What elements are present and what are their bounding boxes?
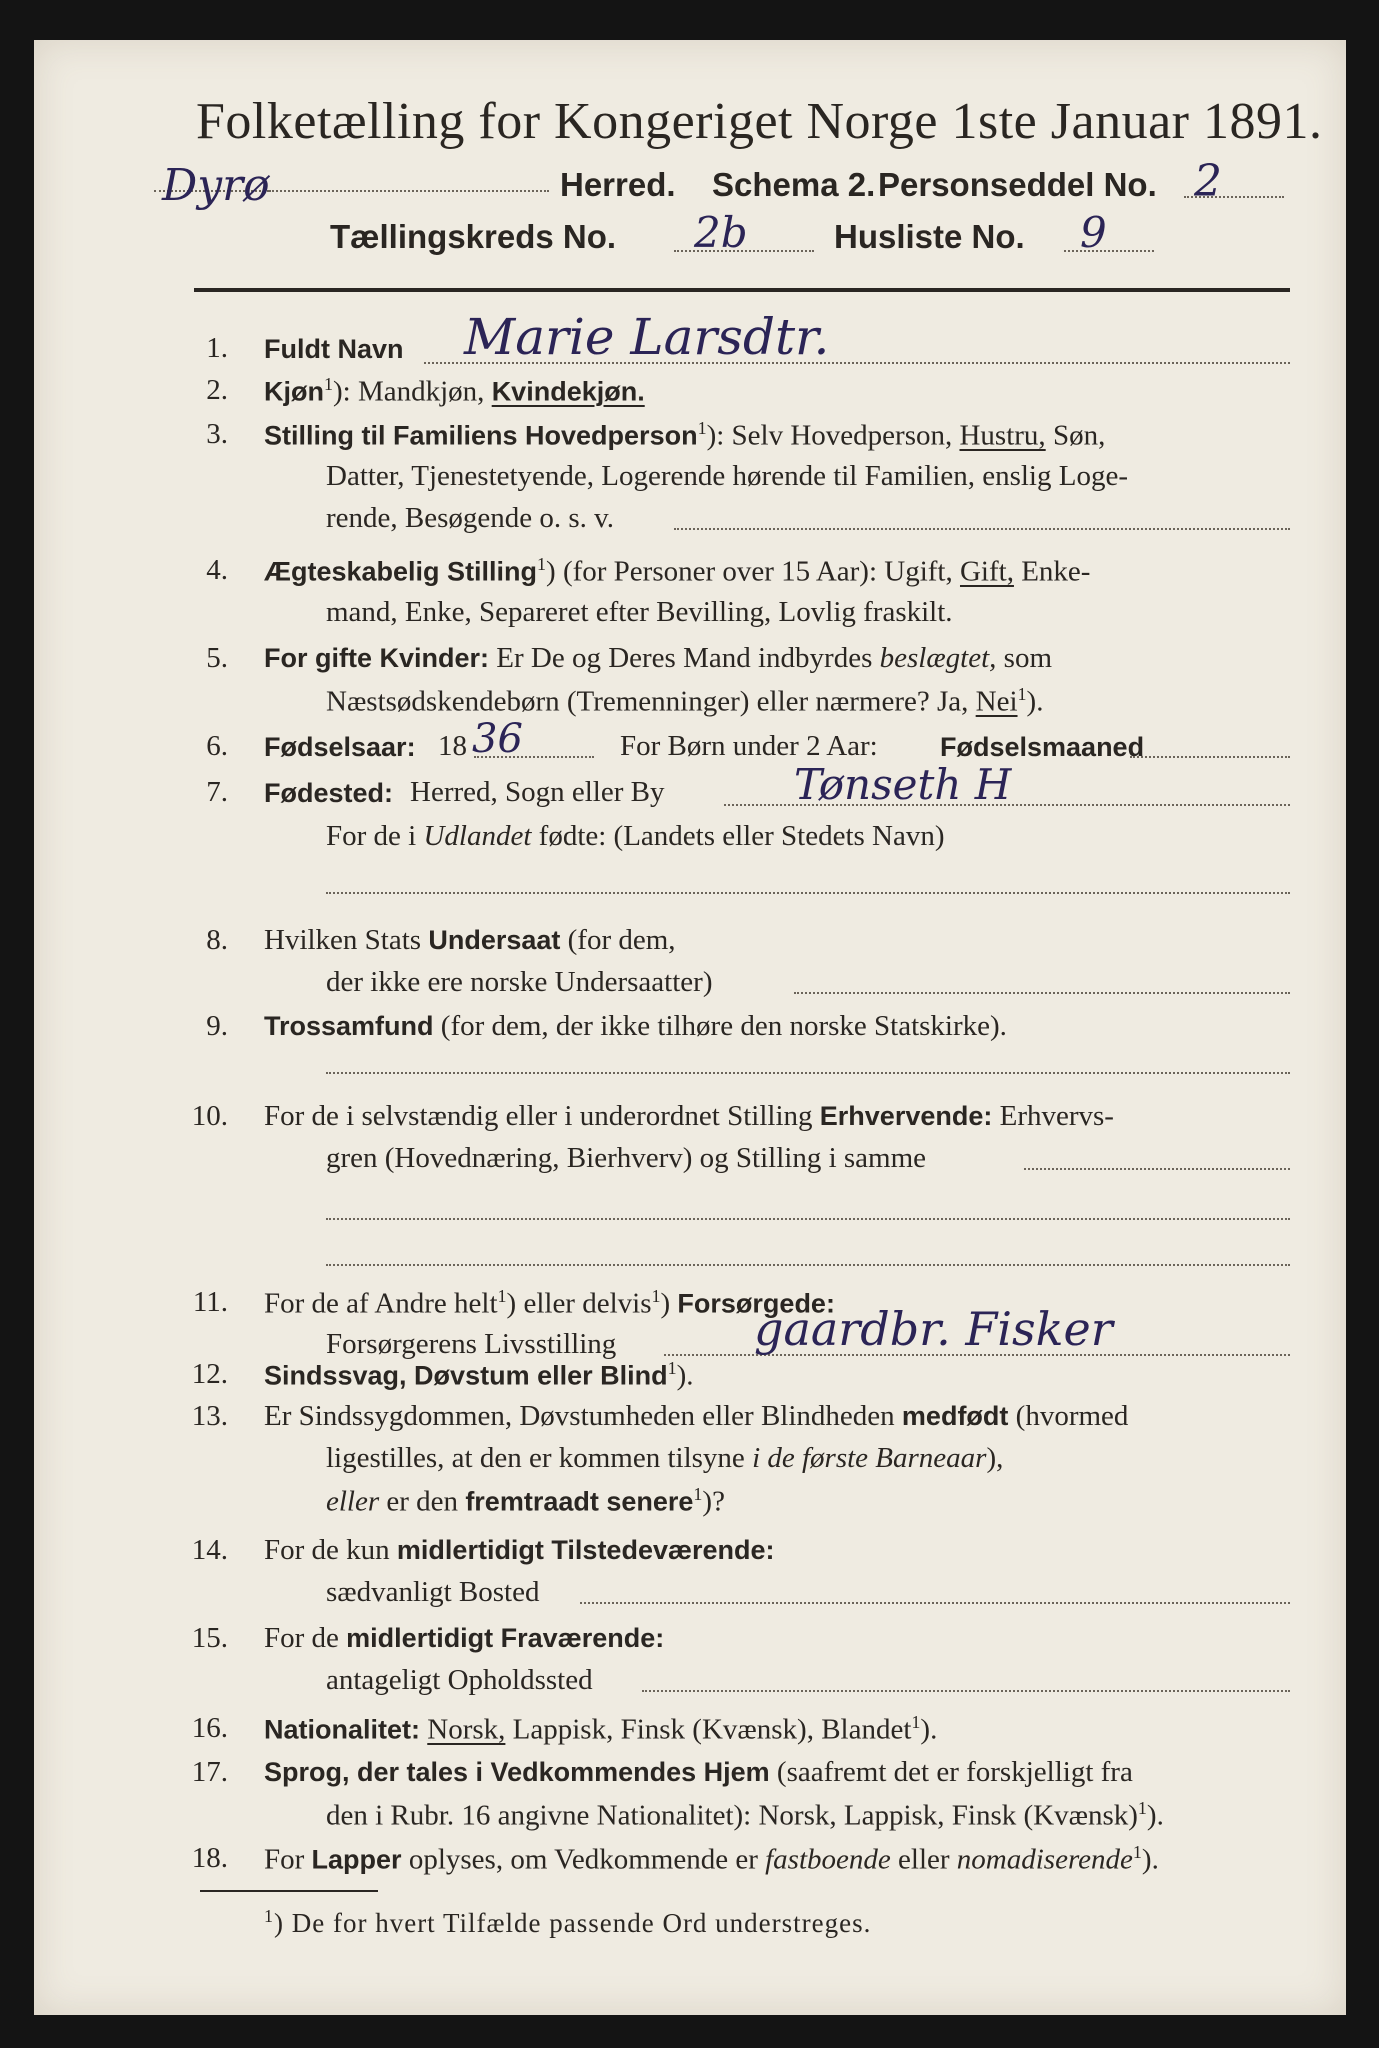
q11-line2: Forsørgerens Livsstilling [326, 1328, 617, 1360]
personseddel-value: 2 [1194, 156, 1222, 207]
q17-line2 [326, 1798, 1164, 1833]
q4-text: ) (for Personer over 15 Aar): Ugift, [546, 555, 953, 588]
census-form-page [34, 40, 1346, 2015]
husliste-value: 9 [1080, 208, 1107, 257]
q6-dots2 [1130, 756, 1290, 758]
q12-number: 12. [191, 1358, 228, 1390]
q18-text: For [264, 1843, 305, 1876]
q3-text: ): Selv Hovedperson, [706, 419, 953, 452]
q7-text: Herred, Sogn eller By [410, 776, 665, 808]
q14-number: 14. [191, 1534, 228, 1566]
q4-selected-option: Gift, [959, 555, 1014, 588]
q6-prefix: 18 [438, 730, 467, 762]
q8-line2: der ikke ere norske Undersaatter) [326, 966, 713, 998]
q6-number: 6. [206, 730, 228, 762]
q18-bold: Lapper [311, 1844, 402, 1875]
q2-label: Kjøn [264, 376, 324, 407]
q3-label: Stilling til Familiens Hovedperson [264, 420, 698, 451]
q18-italic2: nomadiserende [956, 1843, 1133, 1876]
q9-text: (for dem, der ikke tilhøre den norske Statskirke). [440, 1010, 1007, 1042]
q7-text2: For de i [326, 820, 417, 852]
q16-number: 16. [191, 1712, 228, 1744]
q11-number: 11. [192, 1286, 228, 1318]
q6-dots [474, 756, 594, 758]
q6-text: For Børn under 2 Aar: [620, 730, 878, 762]
herred-label: Herred. [560, 166, 676, 203]
q17-label: Sprog, der tales i Vedkommendes Hjem [264, 1757, 770, 1787]
q3-dots [674, 528, 1290, 530]
sup-mark: 1 [1137, 1798, 1147, 1818]
sup-mark: 1 [324, 374, 333, 394]
q6-value: 36 [472, 716, 523, 762]
q5-text: Er De og Deres Mand indbyrdes [496, 642, 873, 674]
q7-value: Tønseth H [794, 760, 1012, 809]
q13-italic: i de første Barneaar [752, 1442, 987, 1474]
sup-mark: 1 [693, 1484, 703, 1504]
q15-number: 15. [191, 1622, 228, 1654]
q14-line1 [264, 1534, 775, 1567]
q16-line [264, 1712, 937, 1747]
q17-text2: den i Rubr. 16 angivne Nationalitet): Norsk, Lappisk, Finsk (Kvænsk) [326, 1799, 1138, 1832]
sup-mark: 1 [651, 1286, 661, 1306]
q11-value: gaardbr. Fisker [754, 1302, 1113, 1356]
q3-number: 3. [206, 418, 228, 450]
q13-text2: ligestilles, at den er kommen tilsyne [326, 1442, 745, 1474]
q13-italic2: eller [326, 1485, 380, 1518]
q4-line1 [264, 554, 1090, 589]
q7-dots2 [326, 892, 1290, 894]
q15-line1 [264, 1622, 664, 1655]
sup-mark: 1 [667, 1358, 677, 1378]
q16-label: Nationalitet: [264, 1714, 421, 1745]
sup-mark: 1 [537, 554, 547, 574]
sup-mark: 1 [1017, 684, 1027, 704]
herred-dots [269, 190, 549, 192]
q7-label: Fødested: [264, 778, 394, 808]
q8-text-end: (for dem, [567, 924, 676, 956]
q14-dots [580, 1602, 1290, 1604]
q13-bold2: fremtraadt senere [465, 1486, 694, 1517]
kreds-label: Tællingskreds No. [330, 218, 617, 255]
q3-text-end: Søn, [1052, 419, 1106, 452]
q16-selected-option: Norsk, [427, 1713, 506, 1746]
q16-text-end: ). [920, 1713, 938, 1746]
q13-number: 13. [191, 1400, 228, 1432]
q14-bold: midlertidigt Tilstedeværende: [396, 1535, 775, 1565]
q7-italic: Udlandet [423, 820, 532, 852]
q5-line2 [326, 684, 1043, 719]
q7-line2 [326, 820, 945, 853]
q18-text-end: ). [1141, 1843, 1159, 1876]
q4-text-end: Enke- [1021, 555, 1091, 588]
q8-bold: Undersaat [428, 925, 561, 955]
q15-bold: midlertidigt Fraværende: [346, 1623, 665, 1653]
personseddel-label: Personseddel No. [878, 166, 1157, 203]
footnote-marker: 1 [264, 1906, 274, 1926]
q18-italic: fastboende [765, 1843, 891, 1876]
q14-text: For de kun [264, 1534, 390, 1566]
header-rule [194, 288, 1290, 292]
q11-bold: Forsørgede: [677, 1288, 835, 1319]
q10-text-end: Erhvervs- [999, 1100, 1114, 1132]
q18-line [264, 1842, 1159, 1877]
q9-dots [326, 1072, 1290, 1074]
q13-text2-end: ), [986, 1442, 1004, 1474]
q6-label: Fødselsaar: [264, 732, 416, 762]
q6-label2: Fødselsmaaned [940, 732, 1145, 762]
q13-line3 [326, 1484, 725, 1519]
q7-text3: fødte: (Landets eller Stedets Navn) [538, 820, 945, 852]
q17-line1 [264, 1756, 1133, 1789]
kreds-dots [674, 250, 814, 252]
q18-text3: eller [898, 1843, 950, 1876]
q10-dots [1024, 1168, 1290, 1170]
q17-text: (saafremt det er forskjelligt fra [776, 1756, 1133, 1788]
q10-text: For de i selvstændig eller i underordnet Stilling [264, 1100, 813, 1132]
q1-number: 1. [206, 332, 228, 364]
q10-dots2 [326, 1218, 1290, 1220]
form-title: Folketælling for Kongeriget Norge 1ste Januar 1891. [196, 93, 1323, 150]
q12-label: Sindssvag, Døvstum eller Blind [264, 1360, 668, 1391]
sup-mark: 1 [697, 418, 707, 438]
q2-text: ): Mandkjøn, [333, 375, 485, 408]
q17-number: 17. [191, 1756, 228, 1788]
q9-line [264, 1010, 1007, 1043]
q10-line2: gren (Hovednæring, Bierhverv) og Stilling i samme [326, 1142, 927, 1174]
sup-mark: 1 [1132, 1842, 1142, 1862]
schema-label: Schema 2. [712, 166, 876, 203]
q1-value: Marie Larsdtr. [464, 308, 830, 366]
q8-text: Hvilken Stats [264, 924, 422, 956]
q13-text-end: (hvormed [1015, 1400, 1129, 1432]
q4-label: Ægteskabelig Stilling [264, 556, 538, 587]
q15-line2: antageligt Opholdssted [326, 1664, 593, 1696]
q5-selected-option: Nei [975, 685, 1018, 718]
q15-dots [642, 1690, 1290, 1692]
q13-text3-end: )? [702, 1485, 725, 1518]
q11-line1 [264, 1286, 835, 1321]
footnote-text: ) De for hvert Tilfælde passende Ord understreges. [274, 1908, 872, 1938]
q13-line2 [326, 1442, 1003, 1475]
q9-number: 9. [206, 1010, 228, 1042]
q13-bold: medfødt [901, 1401, 1009, 1431]
q10-line1 [264, 1100, 1114, 1133]
q13-line1 [264, 1400, 1128, 1433]
q18-text2: oplyses, om Vedkommende er [408, 1843, 758, 1876]
q5-number: 5. [206, 642, 228, 674]
q12-text: ). [676, 1359, 694, 1392]
q5-text2: Næstsødskendebørn (Tremenninger) eller nærmere? Ja, [326, 685, 969, 718]
q5-text-end2: ). [1026, 685, 1044, 718]
q3-line1 [264, 418, 1105, 453]
q4-line2: mand, Enke, Separeret efter Bevilling, Lovlig fraskilt. [326, 596, 953, 628]
q2-line [264, 374, 645, 409]
q11-text3: ) [660, 1287, 671, 1320]
q12-line [264, 1358, 694, 1393]
q3-line3: rende, Besøgende o. s. v. [326, 502, 615, 534]
q14-line2: sædvanligt Bosted [326, 1576, 540, 1608]
q5-line1 [264, 642, 1052, 675]
q3-line2: Datter, Tjenestetyende, Logerende hørende til Familien, enslig Loge- [326, 460, 1128, 492]
q7-number: 7. [206, 776, 228, 808]
husliste-label: Husliste No. [834, 218, 1025, 255]
q4-number: 4. [206, 554, 228, 586]
q8-dots [794, 992, 1290, 994]
q3-selected-option: Hustru, [959, 419, 1046, 452]
q10-number: 10. [191, 1100, 228, 1132]
q10-bold: Erhvervende: [819, 1101, 993, 1131]
q11-text2: ) eller delvis [506, 1287, 652, 1320]
q15-text: For de [264, 1622, 339, 1654]
q2-selected-option: Kvindekjøn. [491, 376, 645, 407]
q5-italic: beslægtet, [879, 642, 997, 674]
q17-text-end: ). [1146, 1799, 1164, 1832]
q13-text3: er den [386, 1485, 459, 1518]
personseddel-dots [1184, 196, 1284, 198]
kreds-value: 2b [694, 208, 748, 257]
q11-text: For de af Andre helt [264, 1287, 498, 1320]
footnote [264, 1906, 871, 1939]
q16-text: Lappisk, Finsk (Kvænsk), Blandet [512, 1713, 912, 1746]
q9-label: Trossamfund [264, 1011, 434, 1041]
husliste-dots [1064, 250, 1154, 252]
footnote-rule [200, 1890, 378, 1892]
herred-value: Dyrø [162, 160, 270, 211]
q10-dots3 [326, 1264, 1290, 1266]
q5-label: For gifte Kvinder: [264, 643, 490, 673]
sup-mark: 1 [911, 1712, 921, 1732]
q13-text: Er Sindssygdommen, Døvstumheden eller Blindheden [264, 1400, 895, 1432]
sup-mark: 1 [497, 1286, 507, 1306]
q5-text-end: som [1003, 642, 1052, 674]
q1-label: Fuldt Navn [264, 334, 404, 364]
q2-number: 2. [206, 374, 228, 406]
q8-line1 [264, 924, 676, 957]
q8-number: 8. [206, 924, 228, 956]
q18-number: 18. [191, 1842, 228, 1874]
